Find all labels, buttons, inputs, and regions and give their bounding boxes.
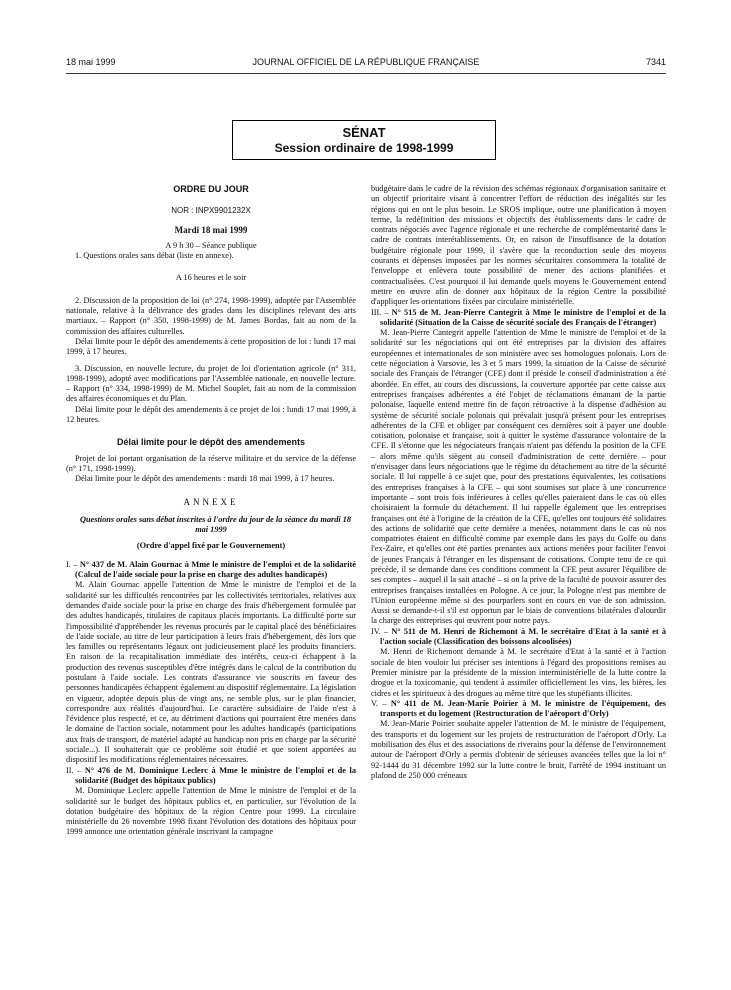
question-2-number: II. – xyxy=(66,765,82,775)
question-5-title: N° 411 de M. Jean-Marie Poirier à M. le ministre de l'équipement, des transports et du logement (Restructuration de l'aéroport d'Orly) xyxy=(380,698,667,719)
time-morning: A 9 h 30 – Séance publique xyxy=(165,240,257,250)
deadline-section-heading: Délai limite pour le dépôt des amendements xyxy=(116,437,306,448)
page-header xyxy=(66,57,666,69)
item-1: 1. Questions orales sans débat (liste en annexe). xyxy=(75,251,234,261)
question-4-number: IV. – xyxy=(371,626,389,636)
question-2-heading xyxy=(66,766,356,787)
session-date: Mardi 18 mai 1999 xyxy=(174,224,248,235)
header-rule xyxy=(66,73,666,74)
deadline-date: Délai limite pour le dépôt des amendements : mardi 18 mai 1999, à 17 heures. xyxy=(75,474,335,484)
question-1-heading xyxy=(66,560,356,581)
question-5-number: V. – xyxy=(371,698,387,708)
right-column xyxy=(371,184,666,781)
question-2-continued: budgétaire dans le cadre de la révision des schémas régionaux d'organisation sanitaire et un objectif prioritaire visant à concentrer l'effort de réduction des inégalités sur les régions qui en ont le plus besoin. Le SROS implique, outre une planification à moyen terme, la redéfinition des missions et objectifs des établissements dans le cadre de contrats négociés avec l'agence régionale et une recherche de complémentarité dans le cadre de contrats interétablissements. Or, en raison de l'insuffisance de la dotation budgétaire régionale pour 1999, il s'avère que la reconduction seule des moyens courants et dépenses imposées par les normes sécuritaires consommera la totalité de l'enveloppe et enlèvera toute possibilité de mener des actions planifiées et contractualisées. C'est pourquoi il lui demande quels moyens le Gouvernement entend mettre en œuvre afin de donner aux hôpitaux de la région Centre la possibilité d'appliquer les orientations fixées par circulaire ministérielle. xyxy=(371,184,666,307)
header-journal-title: JOURNAL OFFICIEL DE LA RÉPUBLIQUE FRANÇAISE xyxy=(252,57,480,67)
question-4-text: M. Henri de Richemont demande à M. le secrétaire d'Etat à la santé et à l'action sociale de bien vouloir lui préciser ses intentions à l'égard des propositions remises au Premier ministre par la présidente de la mission interministérielle de la lutte contre la drogue et la toxicomanie, qui tendent à assimiler officiellement les vins, les bières, les cidres et les spiritueux à des drogues au même titre que les stupéfiants illicites. xyxy=(371,647,666,698)
questions-order-note: (Ordre d'appel fixé par le Gouvernement) xyxy=(136,541,286,551)
deadline-bill: Projet de loi portant organisation de la réserve militaire et du service de la défense (n° 171, 1998-1999). xyxy=(66,453,356,473)
questions-title: Questions orales sans débat inscrites à l'ordre du jour de la séance du mardi 18 mai 1999 xyxy=(79,514,352,535)
header-date: 18 mai 1999 xyxy=(66,57,116,67)
question-3-title: N° 515 de M. Jean-Pierre Cantegrit à Mme le ministre de l'emploi et de la solidarité (Situation de la Caisse de sécurité sociale des Français de l'étranger) xyxy=(380,307,666,327)
question-3-text: M. Jean-Pierre Cantegrit appelle l'attention de Mme le ministre de l'emploi et de la solidarité sur les négociations qui ont été entreprises par la division des affaires européennes et internationales de son ministère avec ses homologues polonais. Lors de cette négociation à Varsovie, les 3 et 5 mars 1999, la situation de la Caisse de sécurité sociale des Français de l'étranger (CFE) dont il préside le conseil d'administration a été abordée. En effet, au cours des discussions, la couverture apportée par cette caisse aux entreprises françaises adhérentes a été l'objet de réclamations émanant de la partie polonaise, laquelle entend mettre fin de façon rétroactive à la dispense d'adhésion au système de sécurité sociale polonais qui prévalait jusqu'à présent pour les entreprises adhérentes de la CFE et obliger par conséquent ces dernières soit à payer une double cotisation, polonaise et française, soit à quitter le système d'assurance volontaire de la CFE. Il s'étonne que les négociateurs français n'aient pas défendu la position de la CFE – alors même qu'ils siègent au conseil d'administration de cette dernière – pour n'envisager dans leurs négociations que le régime du détachement au titre de la sécurité sociale. Il lui rappelle à ce sujet que, pour des prestations équivalentes, les cotisations des entreprises françaises à la CFE – qui sont soumises sur place à une concurrence importante – sont trois fois inférieures à celles qu'elles paieraient dans le cas où elles choisiraient la formule du détachement. Il lui rappelle également que les entreprises françaises ont été à l'origine de la création de la CFE, qu'elles ont toujours été solidaires des actions de solidarité que cette dernière a menées, notamment dans le cas où nos compatriotes étaient en difficulté comme par exemple dans les pays du Golfe ou dans l'ex-Zaïre, et qu'elles ont été parties prenantes aux actions menées pour faciliter l'envoi de jeunes Français à l'étranger en les dispensant de cotisations. Compte tenu de ce qui précède, il se demande dans ces conditions comment la CFE peut assurer l'équilibre de ses comptes – auquel il la sait attaché – si on la prive de la faculté de pouvoir assurer des entreprises françaises installées en Pologne. A ce jour, la Pologne n'est pas membre de l'Union européenne même si des pourparlers sont en cours en vue de son admission. Aussi se demande-t-il s'il est opportun par le biais de conventions bilatérales d'alourdir la charge des entreprises qui œuvrent pour notre pays. xyxy=(371,328,666,626)
question-1-number: I. – xyxy=(66,559,78,569)
time-afternoon: A 16 heures et le soir xyxy=(175,273,247,283)
question-2-text: M. Dominique Leclerc appelle l'attention de Mme le ministre de l'emploi et de la solidarité sur le budget des hôpitaux publics et, en particulier, sur l'évolution de la dotation budgétaire des hôpitaux de la région Centre pour 1999. La circulaire ministérielle du 26 novembre 1998 fixant l'évolution des dotations des hôpitaux pour 1999 annonce une orientation générale inscrivant la campagne xyxy=(66,786,356,837)
question-3-heading xyxy=(371,308,666,329)
item-3-deadline: Délai limite pour le dépôt des amendements à ce projet de loi : lundi 17 mai 1999, à 12 heures. xyxy=(66,404,356,425)
senat-title: SÉNAT xyxy=(342,125,386,140)
item-2-deadline: Délai limite pour le dépôt des amendements à cette proposition de loi : lundi 17 mai 1999, à 17 heures. xyxy=(66,336,356,357)
question-1-text: M. Alain Gournac appelle l'attention de Mme le ministre de l'emploi et de la solidarité sur les difficultés rencontrées par les collectivités territoriales, relatives aux demandes d'aide sociale pour la prise en charge des frais d'hébergement formulée par des adultes handicapés, titulaires de capitaux placés importants. La difficulté porte sur l'impossibilité d'appréhender les revenus procurés par le capital placé des bénéficiaires de l'aide sociale, au titre de leur participation à leurs frais d'hébergement, dès lors que les familles ou représentants légaux ont judicieusement placé les produits financiers. En raison de la recapitalisation immédiate des intérêts, ceux-ci échappent à la production des revenus susceptibles d'être intégrés dans le calcul de la contribution du postulant à l'aide sociale. Les contrats d'assurance vie souscrits en faveur des personnes handicapées échappent également au dispositif réglementaire. La législation en vigueur, adoptée depuis plus de vingt ans, ne semble plus, sur le plan financier, correspondre aux réalités d'aujourd'hui. Le caractère subsidiaire de l'aide n'est à l'évidence plus respecté, et ce, au détriment d'actions qui pourraient être menées dans le domaine de l'action sociale, notamment pour les adultes handicapés (participations aux frais de transport, de matériel adapté au handicap non pris en charge par la sécurité sociale...). Il souhaiterait que ce problème soit étudié et que soient apportées au dispositif les modifications réglementaires nécessaires. xyxy=(66,580,356,765)
question-4-heading xyxy=(371,627,666,648)
ordre-du-jour-heading: ORDRE DU JOUR xyxy=(173,184,249,194)
question-2-title: N° 476 de M. Dominique Leclerc à Mme le ministre de l'emploi et de la solidarité (Budget des hôpitaux publics) xyxy=(75,765,356,785)
item-2: 2. Discussion de la proposition de loi (n° 274, 1998-1999), adoptée par l'Assemblée nationale, relative à la délivrance des grades dans les disciplines relevant des arts martiaux. – Rapport (n° 350, 1998-1999) de M. James Bordas, fait au nom de la commission des affaires culturelles. xyxy=(66,295,356,336)
question-1-title: N° 437 de M. Alain Gournac à Mme le ministre de l'emploi et de la solidarité (Calcul de l'aide sociale pour la prise en charge des adultes handicapés) xyxy=(75,559,356,580)
session-subtitle: Session ordinaire de 1998-1999 xyxy=(274,141,454,155)
senat-title-box xyxy=(232,120,496,160)
question-3-number: III. – xyxy=(371,307,389,317)
question-4-title: N° 511 de M. Henri de Richemont à M. le secrétaire d'Etat à la santé et à l'action sociale (Classification des boissons alcoolisées) xyxy=(380,626,666,647)
question-5-heading xyxy=(371,699,666,720)
annexe-heading: ANNEXE xyxy=(183,496,239,507)
question-5-text: M. Jean-Marie Poirier souhaite appeler l'attention de M. le ministre de l'équipement, des transports et du logement sur les projets de restructuration de l'aéroport d'Orly. La mobilisation des élus et des associations de riverains pour la défense de l'environnement autour de l'aéroport d'Orly a permis d'obtenir de sérieuses avancées telles que la loi n° 92-1444 du 31 décembre 1992 sur la lutte contre le bruit, l'arrêté de 1994 instituant un plafond de 250 000 créneaux xyxy=(371,719,666,780)
header-page-number: 7341 xyxy=(645,57,666,67)
item-3: 3. Discussion, en nouvelle lecture, du projet de loi d'orientation agricole (n° 311, 1998-1999), adopté avec modifications par l'Assemblée nationale, en nouvelle lecture. – Rapport (n° 334, 1998-1999) de M. Michel Souplet, fait au nom de la commission des affaires économiques et du Plan. xyxy=(66,363,356,404)
nor-reference: NOR : INPX9901232X xyxy=(171,206,251,216)
left-column xyxy=(66,184,356,838)
